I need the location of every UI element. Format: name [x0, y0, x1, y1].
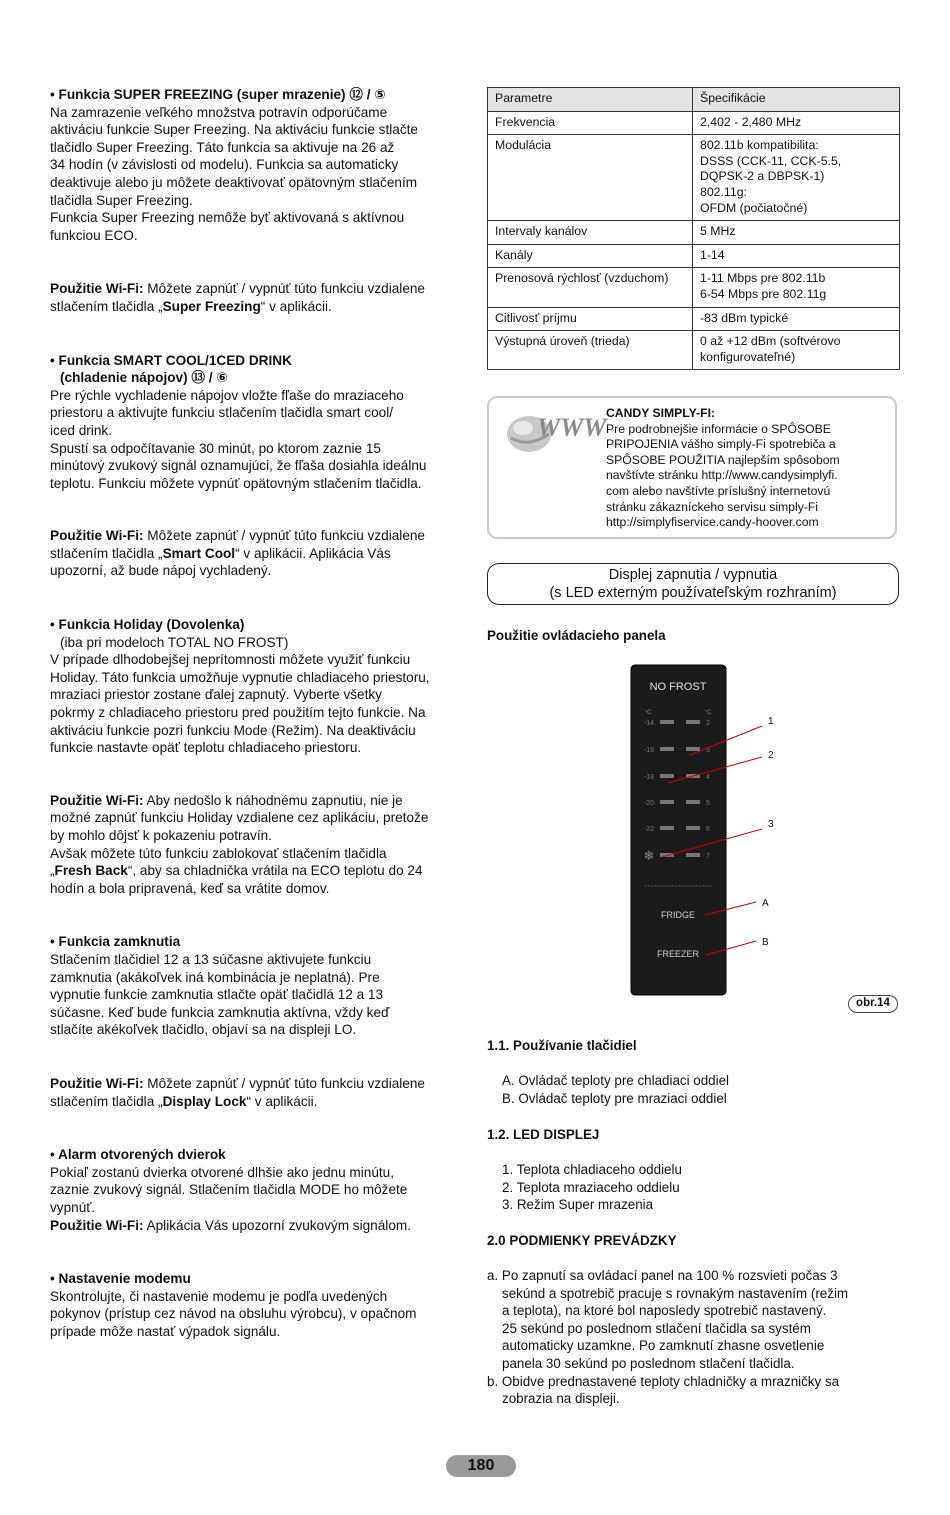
freezer-temp-label: -18	[643, 774, 655, 781]
wifi-text: Môžete zapnúť / vypnúť túto funkciu vzdialene	[143, 528, 425, 544]
list-item: A. Ovládač teploty pre chladiaci oddiel	[502, 1073, 730, 1088]
simply-fi-line: navštívte stránku http://www.candysimplyfi.	[606, 468, 838, 483]
wifi-label: Použitie Wi-Fi:	[50, 1217, 144, 1233]
simply-fi-text	[606, 406, 896, 531]
wifi-button-name: Fresh Back	[54, 863, 128, 879]
section-holiday	[50, 616, 468, 757]
holiday-heading: • Funkcia Holiday (Dovolenka)	[50, 617, 245, 633]
wifi-line	[50, 280, 468, 298]
freezer-led	[660, 800, 674, 804]
lock-heading: • Funkcia zamknutia	[50, 934, 181, 950]
logo-text: WWW	[537, 413, 607, 442]
wifi-button-name: Display Lock	[162, 1093, 247, 1109]
table-cell-spec: 1-11 Mbps pre 802.11b 6-54 Mbps pre 802.11g	[693, 268, 900, 307]
led-list	[502, 1161, 682, 1214]
freezer-led	[660, 826, 674, 830]
alarm-line: Pokiaľ zostanú dvierka otvorené dlhšie ako jednu minútu,	[50, 1164, 395, 1180]
holiday-line: V prípade dlhodobejšej neprítomnosti môžete využiť funkciu	[50, 652, 411, 668]
wifi-label: Použitie Wi-Fi:	[50, 281, 144, 297]
lock-line: Stlačením tlačidiel 12 a 13 súčasne aktivujete funkciu	[50, 951, 372, 967]
led-heading: 1.2. LED DISPLEJ	[487, 1127, 600, 1142]
fridge-temp-label: 3	[706, 747, 710, 754]
freezer-temp-label: -20	[643, 800, 655, 807]
holiday-line: pokrmy z chladiaceho priestoru pred použitím tejto funkcie. Na	[50, 705, 426, 721]
wifi-line	[50, 1093, 468, 1111]
table-cell-param: Výstupná úroveň (trieda)	[488, 331, 693, 370]
super-freezing-line: tlačidlo Super Freezing. Táto funkcia sa aktivuje na 26 až	[50, 139, 395, 155]
list-item-cont: automaticky uzamkne. Po zamknutí zhasne osvetlenie	[502, 1338, 825, 1354]
super-freezing-line: aktiváciu funkcie Super Freezing. Na aktiváciu funkcie stlačte	[50, 122, 418, 138]
holiday-wifi	[50, 792, 468, 898]
lock-wifi	[50, 1075, 468, 1110]
table-row	[488, 268, 900, 307]
simply-fi-line: http://simplyfiservice.candy-hoover.com	[606, 515, 819, 530]
fridge-led	[686, 720, 700, 724]
simply-fi-line: SPÔSOBE POUŽITIA najlepším spôsobom	[606, 452, 840, 467]
fridge-led	[686, 800, 700, 804]
smart-cool-line: Pre rýchle vychladenie nápojov vložte fľaše do mraziaceho	[50, 387, 404, 403]
wifi-label: Použitie Wi-Fi:	[50, 1075, 144, 1091]
lock-line: stlačíte akékoľvek tlačidlo, objaví sa na displeji LO.	[50, 1022, 357, 1038]
list-item-cont: panela 30 sekúnd po poslednom stlačení tlačidla.	[502, 1355, 795, 1371]
super-freezing-line: funkciou ECO.	[50, 227, 138, 243]
section-smart-cool	[50, 352, 468, 493]
wifi-line	[50, 527, 468, 545]
wifi-text: Môžete zapnúť / vypnúť túto funkciu vzdialene	[143, 281, 425, 297]
freezer-led	[660, 774, 674, 778]
callout-label: 3	[768, 819, 774, 830]
wifi-line: Avšak môžete túto funkciu zablokovať stlačením tlačidla	[50, 845, 387, 861]
smart-cool-line: teplotu. Funkciu môžete vypnúť opätovným stlačením tlačidla.	[50, 475, 422, 491]
table-header-cell: Parametre	[488, 88, 693, 112]
table-row	[488, 221, 900, 245]
table-cell-spec: 0 až +12 dBm (softvérovo konfigurovateľné)	[693, 331, 900, 370]
table-row	[488, 111, 900, 135]
modem-line: Skontrolujte, či nastavenie modemu je podľa uvedených	[50, 1288, 388, 1304]
section-super-freezing	[50, 86, 468, 244]
wifi-text: stlačením tlačidla „	[50, 545, 163, 561]
wifi-text: “ v aplikácii.	[246, 1093, 318, 1109]
table-cell-spec: -83 dBm typické	[693, 307, 900, 331]
table-cell-spec: 802.11b kompatibilita: DSSS (CCK-11, CCK-5.5, DQPSK-2 a DBPSK-1) 802.11g: OFDM (počiatočné)	[693, 135, 900, 221]
super-freezing-line: Funkcia Super Freezing nemôže byť aktivovaná s aktívnou	[50, 210, 405, 226]
wifi-label: Použitie Wi-Fi:	[50, 792, 144, 808]
smart-cool-wifi	[50, 527, 468, 580]
page-number: 180	[446, 1455, 516, 1477]
lock-line: súčasne. Keď bude funkcia zamknutia aktívna, vždy keď	[50, 1004, 390, 1020]
wifi-line	[50, 862, 468, 880]
www-globe-logo	[499, 404, 609, 456]
buttons-list	[502, 1072, 729, 1107]
wifi-button-name: Super Freezing	[162, 298, 261, 314]
fridge-temp-label: 5	[706, 800, 710, 807]
wifi-line	[50, 1217, 468, 1235]
smart-cool-line: Spustí sa odpočítavanie 30 minút, po ktorom zaznie 15	[50, 440, 381, 456]
list-item-cont: a teplota), na ktoré bol naposledy spotrebič nastavený.	[502, 1303, 827, 1319]
super-freezing-line: Na zamrazenie veľkého množstva potravín odporúčame	[50, 104, 388, 120]
table-row	[488, 135, 900, 221]
simply-fi-line: Pre podrobnejšie informácie o SPÔSOBE	[606, 421, 831, 436]
table-cell-spec: 5 MHz	[693, 221, 900, 245]
panel-brand: NO FROST	[649, 681, 707, 693]
callout-label: 2	[768, 750, 774, 761]
control-panel-figure	[620, 660, 790, 1000]
section-modem	[50, 1270, 468, 1340]
callout-label: 1	[768, 716, 774, 727]
alarm-line: zaznie zvukový signál. Stlačením tlačidla MODE ho môžete	[50, 1182, 408, 1198]
figure-label: obr.14	[848, 995, 898, 1013]
control-panel-heading: Použitie ovládacieho panela	[487, 628, 666, 643]
lock-line: zamknutia (akákoľvek iná kombinácia je neplatná). Pre	[50, 969, 380, 985]
simply-fi-box	[487, 396, 897, 539]
display-onoff-box	[487, 563, 899, 605]
wifi-text: Môžete zapnúť / vypnúť túto funkciu vzdialene	[143, 1075, 425, 1091]
modem-line: pokynov (prístup cez návod na obsluhu výrobcu), v opačnom	[50, 1306, 417, 1322]
display-box-subtitle: (s LED externým používateľským rozhraním)	[549, 585, 837, 601]
display-box-title: Displej zapnutia / vypnutia	[608, 567, 778, 583]
table-cell-param: Frekvencia	[488, 111, 693, 135]
super-freezing-line: tlačidla Super Freezing.	[50, 192, 193, 208]
list-item: a. Po zapnutí sa ovládací panel na 100 % rozsvieti počas 3	[487, 1268, 838, 1283]
snowflake-icon: ❄	[643, 849, 655, 864]
smart-cool-heading-sub: (chladenie nápojov) ⑬ / ⑥	[60, 370, 228, 386]
freezer-temp-label: -14	[643, 720, 655, 727]
alarm-heading: • Alarm otvorených dvierok	[50, 1147, 226, 1163]
smart-cool-line: iced drink.	[50, 422, 112, 438]
alarm-line: vypnúť.	[50, 1199, 96, 1215]
wifi-line	[50, 792, 468, 810]
table-cell-param: Citlivosť príjmu	[488, 307, 693, 331]
holiday-line: funkcie nastavte opäť teplotu chladiaceho priestoru.	[50, 740, 362, 756]
left-column	[50, 86, 468, 1340]
table-row	[488, 244, 900, 268]
table-cell-spec: 1-14	[693, 244, 900, 268]
freezer-button[interactable]: FREEZER	[656, 949, 700, 959]
super-freezing-line: deaktivuje alebo ju môžete deaktivovať opätovným stlačením	[50, 174, 418, 190]
section-alarm	[50, 1146, 468, 1234]
wifi-label: Použitie Wi-Fi:	[50, 528, 144, 544]
unit-right: °C	[704, 710, 712, 716]
table-row	[488, 307, 900, 331]
wifi-text: Aplikácia Vás upozorní zvukovým signálom.	[143, 1217, 411, 1233]
table-cell-param: Prenosová rýchlosť (vzduchom)	[488, 268, 693, 307]
wifi-line: upozorní, až bude nápoj vychladený.	[50, 563, 272, 579]
list-item: 2. Teplota mraziaceho oddielu	[502, 1179, 680, 1195]
list-item-cont: sekúnd a spotrebič pracuje s rovnakým nastavením (režim	[502, 1285, 849, 1301]
table-row	[488, 331, 900, 370]
simply-fi-title: CANDY SIMPLY-FI:	[606, 406, 716, 420]
freezer-led	[660, 720, 674, 724]
holiday-line: aktiváciu funkcie pozri funkciu Mode (Režim). Na deaktiváciu	[50, 722, 416, 738]
smart-cool-heading: • Funkcia SMART COOL/1CED DRINK	[50, 352, 292, 368]
modem-line: prípade môže nastať výpadok signálu.	[50, 1323, 281, 1339]
holiday-line: Holiday. Táto funkcia umožňuje vypnutie chladiaceho priestoru,	[50, 669, 430, 685]
table-cell-spec: 2,402 - 2,480 MHz	[693, 111, 900, 135]
callout-label: B	[762, 937, 769, 948]
super-freezing-heading: • Funkcia SUPER FREEZING (super mrazenie) ⑫ / ⑤	[50, 87, 386, 102]
wifi-line	[50, 298, 468, 316]
list-item: 3. Režim Super mrazenia	[502, 1197, 654, 1213]
simply-fi-line: PRIPOJENIA vášho simply-Fi spotrebiča a	[606, 437, 836, 452]
freezer-led	[660, 747, 674, 751]
fridge-led	[686, 826, 700, 830]
unit-left: °C	[644, 710, 652, 716]
fridge-temp-label: 2	[706, 720, 710, 727]
wifi-text: Aby nedošlo k náhodnému zapnutiu, nie je	[143, 792, 403, 808]
wifi-text: “ v aplikácii.	[260, 298, 332, 314]
table-cell-param: Kanály	[488, 244, 693, 268]
lock-line: vypnutie funkcie zamknutia stlačte opäť tlačidlá 12 a 13	[50, 987, 384, 1003]
simply-fi-line: stránku zákazníckeho servisu simply-Fi	[606, 499, 818, 514]
conditions-list	[487, 1267, 899, 1408]
table-header-row	[488, 88, 900, 112]
fridge-button[interactable]: FRIDGE	[660, 910, 696, 920]
wifi-line: hodín a bola pripravená, keď sa vrátite domov.	[50, 880, 330, 896]
super-freezing-wifi	[50, 280, 468, 315]
simply-fi-line: com alebo navštívte príslušný internetovú	[606, 483, 831, 498]
wifi-text: stlačením tlačidla „	[50, 298, 163, 314]
fridge-temp-label: 6	[706, 826, 710, 833]
callout-label: A	[762, 898, 769, 909]
buttons-heading: 1.1. Používanie tlačidiel	[487, 1038, 637, 1053]
list-item: 1. Teplota chladiaceho oddielu	[502, 1162, 682, 1177]
list-item-cont: 25 sekúnd po poslednom stlačení tlačidla sa systém	[502, 1320, 811, 1336]
list-item-cont: zobrazia na displeji.	[502, 1391, 620, 1407]
fridge-led	[686, 853, 700, 857]
conditions-heading: 2.0 PODMIENKY PREVÁDZKY	[487, 1233, 677, 1248]
wifi-line: možné zapnúť funkciu Holiday vzdialene cez aplikáciu, pretože	[50, 810, 429, 826]
wifi-text: „	[50, 863, 55, 879]
fridge-led	[686, 747, 700, 751]
holiday-line: mraziaci priestor zostane ďalej zapnutý. Vyberte všetky	[50, 687, 382, 703]
freezer-temp-label: -22	[643, 826, 655, 833]
section-lock	[50, 933, 468, 1039]
modem-heading: • Nastavenie modemu	[50, 1271, 191, 1287]
super-freezing-line: 34 hodín (v závislosti od modelu). Funkcia sa automaticky	[50, 157, 399, 173]
wifi-text: “, aby sa chladnička vrátila na ECO teplotu do 24	[127, 863, 423, 879]
wifi-line	[50, 545, 468, 563]
wifi-button-name: Smart Cool	[162, 545, 236, 561]
holiday-sub: (iba pri modeloch TOTAL NO FROST)	[60, 634, 289, 650]
wifi-line	[50, 1075, 468, 1093]
list-item: B. Ovládač teploty pre mraziaci oddiel	[502, 1090, 727, 1106]
table-cell-param: Modulácia	[488, 135, 693, 221]
wifi-spec-table	[487, 87, 900, 370]
table-cell-param: Intervaly kanálov	[488, 221, 693, 245]
wifi-text: stlačením tlačidla „	[50, 1093, 163, 1109]
smart-cool-line: priestoru a aktivujte funkciu stlačením tlačidla smart cool/	[50, 405, 394, 421]
super-freeze-led	[660, 853, 674, 857]
freezer-temp-label: -16	[643, 747, 655, 754]
table-header-cell: Špecifikácie	[693, 88, 900, 112]
wifi-text: “ v aplikácii. Aplikácia Vás	[235, 545, 391, 561]
fridge-temp-label: 7	[706, 853, 710, 860]
wifi-line: by mohlo dôjsť k pokazeniu potravín.	[50, 828, 272, 843]
smart-cool-line: minútový zvukový signál oznamujúci, že fľaša dosiahla ideálnu	[50, 458, 427, 474]
list-item: b. Obidve prednastavené teploty chladničky a mrazničky sa	[487, 1373, 840, 1389]
fridge-temp-label: 4	[706, 774, 710, 781]
